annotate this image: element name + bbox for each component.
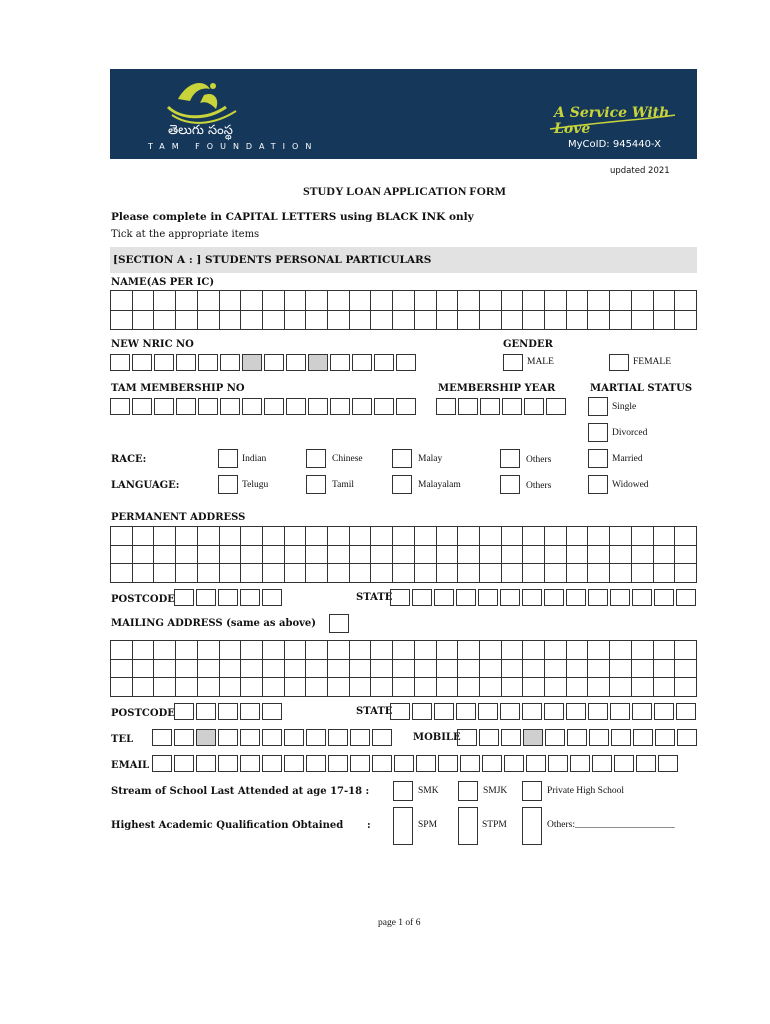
same-as-above-checkbox[interactable] [329,614,349,633]
section-a-header [110,247,697,273]
membership-year-boxes[interactable] [436,398,568,415]
tamil-checkbox[interactable] [306,475,326,494]
gender-label: GENDER [503,339,553,350]
spm-checkbox[interactable] [393,807,413,845]
male-checkbox[interactable] [503,354,523,371]
smjk-label: SMJK [483,786,508,796]
mycoid: MyCoID: 945440-X [568,139,661,150]
married-checkbox[interactable] [588,449,608,468]
divorced-checkbox[interactable] [588,423,608,442]
permanent-address-grid[interactable] [110,526,697,583]
spm-label: SPM [418,820,438,830]
mailing-address-grid[interactable] [110,640,697,697]
mobile-boxes[interactable] [457,729,699,746]
private-high-school-checkbox[interactable] [522,781,542,801]
language-others-checkbox[interactable] [500,475,520,494]
postcode-boxes-1[interactable] [174,589,284,606]
tel-label: TEL [111,734,134,745]
name-label: NAME(AS PER IC) [111,277,215,288]
telugu-label: Telugu [242,480,269,490]
chinese-label: Chinese [332,454,363,464]
smk-label: SMK [418,786,439,796]
malayalam-checkbox[interactable] [392,475,412,494]
marital-status-label: MARTIAL STATUS [590,383,693,394]
email-boxes[interactable] [152,755,680,772]
qualification-colon: : [367,820,371,831]
single-label: Single [612,402,637,412]
email-label: EMAIL [111,760,150,771]
state-boxes-2[interactable] [390,703,698,720]
state-label-1: STATE [356,592,393,603]
language-others-label: Others [526,481,552,491]
name-grid[interactable] [110,290,697,330]
header-banner [110,69,697,159]
state-boxes-1[interactable] [390,589,698,606]
language-label: LANGUAGE: [111,480,180,491]
logo-telugu-text: తెలుగు సంస్థ [168,123,233,138]
indian-checkbox[interactable] [218,449,238,468]
tagline: A Service With Love [554,105,670,137]
female-checkbox[interactable] [609,354,629,371]
malay-label: Malay [418,454,443,464]
smjk-checkbox[interactable] [458,781,478,801]
qualification-label: Highest Academic Qualification Obtained [111,820,344,831]
male-label: MALE [527,357,554,367]
indian-label: Indian [242,454,267,464]
membership-year-label: MEMBERSHIP YEAR [438,383,556,394]
nric-boxes[interactable] [110,354,418,371]
widowed-checkbox[interactable] [588,475,608,494]
stpm-label: STPM [482,820,507,830]
qualification-others-checkbox[interactable] [522,807,542,845]
instruction-main: Please complete in CAPITAL LETTERS using BLACK INK only [111,211,474,223]
postcode-label-1: POSTCODE [111,594,175,605]
page-number: page 1 of 6 [378,918,421,928]
race-others-label: Others [526,455,552,465]
female-label: FEMALE [633,357,671,367]
tel-boxes[interactable] [152,729,394,746]
form-title: STUDY LOAN APPLICATION FORM [303,184,507,198]
mailing-address-label: MAILING ADDRESS (same as above) [111,618,317,629]
state-label-2: STATE [356,706,393,717]
married-label: Married [612,454,643,464]
race-others-checkbox[interactable] [500,449,520,468]
logo-org-text: TAM FOUNDATION [148,142,319,151]
private-high-school-label: Private High School [547,786,625,796]
stream-label: Stream of School Last Attended at age 17-18 : [111,786,370,797]
tamil-label: Tamil [332,480,355,490]
mobile-label: MOBILE [413,732,461,743]
nric-label: NEW NRIC NO [111,339,194,350]
tam-membership-boxes[interactable] [110,398,418,415]
malayalam-label: Malayalam [418,480,461,490]
qualification-others-label: Others:_____________________ [547,820,675,830]
widowed-label: Widowed [612,480,649,490]
postcode-boxes-2[interactable] [174,703,284,720]
postcode-label-2: POSTCODE [111,708,175,719]
smk-checkbox[interactable] [393,781,413,801]
tam-membership-label: TAM MEMBERSHIP NO [111,383,245,394]
stpm-checkbox[interactable] [458,807,478,845]
malay-checkbox[interactable] [392,449,412,468]
race-label: RACE: [111,454,147,465]
single-checkbox[interactable] [588,397,608,416]
permanent-address-label: PERMANENT ADDRESS [111,512,246,523]
divorced-label: Divorced [612,428,648,438]
instruction-tick: Tick at the appropriate items [111,229,260,240]
chinese-checkbox[interactable] [306,449,326,468]
section-a-title: [SECTION A : ] STUDENTS PERSONAL PARTICULARS [113,254,432,266]
updated-date: updated 2021 [610,166,670,176]
telugu-checkbox[interactable] [218,475,238,494]
